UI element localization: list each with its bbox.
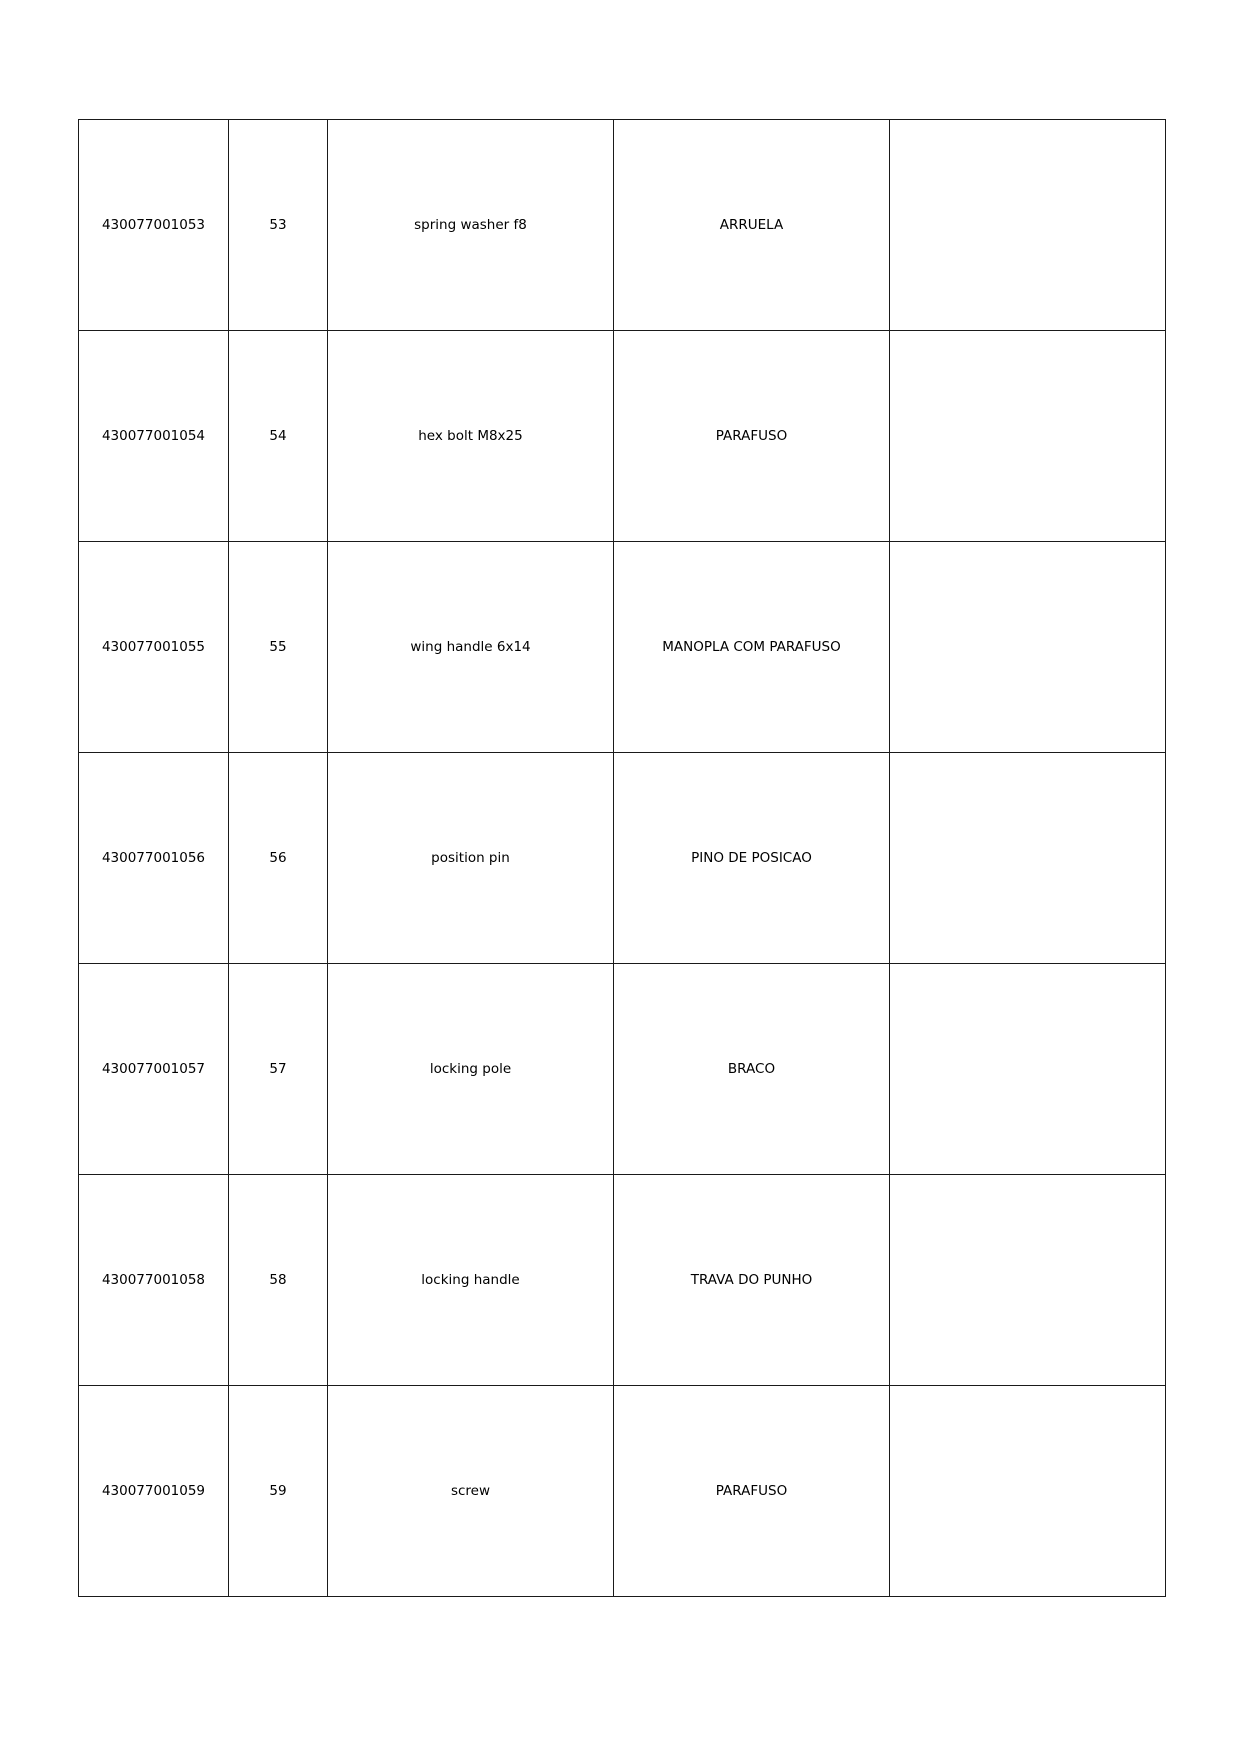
position-number-cell: 53 bbox=[229, 120, 328, 331]
description-pt-cell: PINO DE POSICAO bbox=[614, 753, 890, 964]
description-pt-cell: MANOPLA COM PARAFUSO bbox=[614, 542, 890, 753]
description-cell: screw bbox=[328, 1386, 614, 1597]
description-cell: hex bolt M8x25 bbox=[328, 331, 614, 542]
empty-cell bbox=[890, 1175, 1166, 1386]
description-cell: spring washer f8 bbox=[328, 120, 614, 331]
empty-cell bbox=[890, 331, 1166, 542]
description-pt-cell: PARAFUSO bbox=[614, 1386, 890, 1597]
position-number-cell: 59 bbox=[229, 1386, 328, 1597]
position-number-cell: 58 bbox=[229, 1175, 328, 1386]
description-pt-cell: BRACO bbox=[614, 964, 890, 1175]
empty-cell bbox=[890, 1386, 1166, 1597]
empty-cell bbox=[890, 542, 1166, 753]
empty-cell bbox=[890, 964, 1166, 1175]
table-row bbox=[79, 753, 1166, 964]
table-row bbox=[79, 331, 1166, 542]
description-cell: locking pole bbox=[328, 964, 614, 1175]
description-pt-cell: TRAVA DO PUNHO bbox=[614, 1175, 890, 1386]
part-code-cell: 430077001054 bbox=[79, 331, 229, 542]
parts-table bbox=[78, 119, 1166, 1597]
description-cell: locking handle bbox=[328, 1175, 614, 1386]
table-row bbox=[79, 120, 1166, 331]
description-cell: wing handle 6x14 bbox=[328, 542, 614, 753]
empty-cell bbox=[890, 753, 1166, 964]
table-row bbox=[79, 542, 1166, 753]
description-pt-cell: ARRUELA bbox=[614, 120, 890, 331]
part-code-cell: 430077001058 bbox=[79, 1175, 229, 1386]
part-code-cell: 430077001055 bbox=[79, 542, 229, 753]
position-number-cell: 57 bbox=[229, 964, 328, 1175]
part-code-cell: 430077001056 bbox=[79, 753, 229, 964]
empty-cell bbox=[890, 120, 1166, 331]
part-code-cell: 430077001059 bbox=[79, 1386, 229, 1597]
part-code-cell: 430077001057 bbox=[79, 964, 229, 1175]
position-number-cell: 56 bbox=[229, 753, 328, 964]
position-number-cell: 55 bbox=[229, 542, 328, 753]
table-row bbox=[79, 1386, 1166, 1597]
description-cell: position pin bbox=[328, 753, 614, 964]
position-number-cell: 54 bbox=[229, 331, 328, 542]
description-pt-cell: PARAFUSO bbox=[614, 331, 890, 542]
part-code-cell: 430077001053 bbox=[79, 120, 229, 331]
table-row bbox=[79, 964, 1166, 1175]
table-row bbox=[79, 1175, 1166, 1386]
